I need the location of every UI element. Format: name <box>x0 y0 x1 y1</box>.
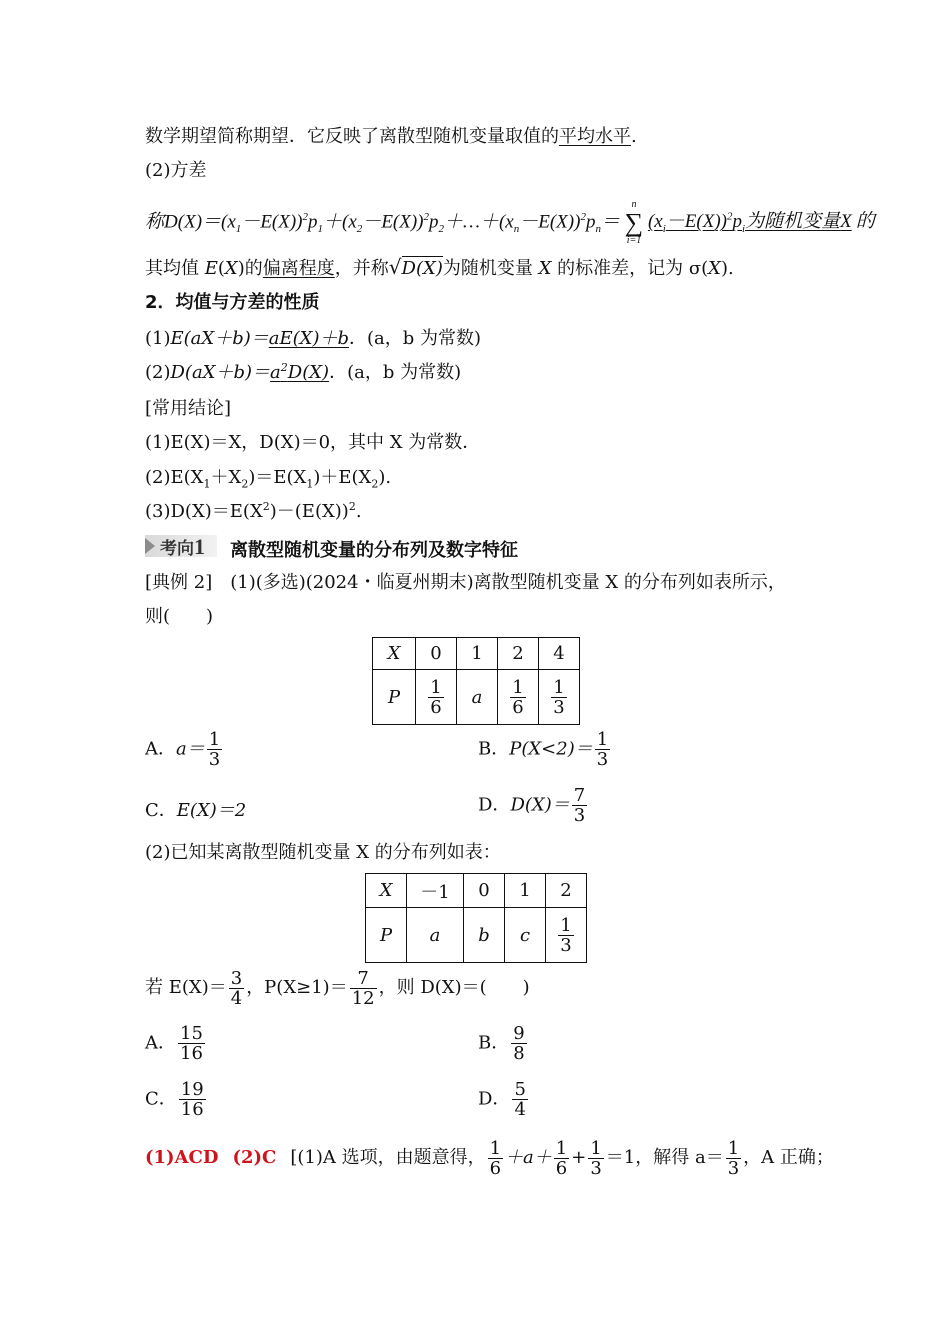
tag-text: 考向 <box>160 539 194 559</box>
pi: p <box>732 211 742 233</box>
numerator: 1 <box>596 729 609 750</box>
numerator: 1 <box>208 729 221 750</box>
option-a-2 <box>145 1024 207 1063</box>
numerator: 5 <box>514 1079 526 1100</box>
denominator: 3 <box>573 805 586 826</box>
sum-symbol: ∑ <box>624 208 644 237</box>
dx: D(X) <box>287 362 330 383</box>
sub: i <box>662 223 666 236</box>
text: 的标准差，记为 σ( <box>551 258 709 279</box>
x: X <box>224 258 238 279</box>
text: (2)E(X <box>145 467 204 488</box>
text: ＝1，解得 a＝ <box>605 1147 724 1168</box>
table-row <box>373 670 580 725</box>
xi: x <box>654 211 663 233</box>
e: E <box>381 211 393 233</box>
expr: E(X)＝2 <box>176 800 247 821</box>
numerator: 9 <box>513 1023 525 1044</box>
text: ，并称 <box>334 258 389 279</box>
numerator: 7 <box>573 785 586 806</box>
fraction <box>511 1024 526 1063</box>
text: ．(a，b 为常数) <box>329 362 462 383</box>
sub: 1 <box>203 477 211 491</box>
sub: 2 <box>438 223 445 236</box>
sub: 1 <box>235 223 242 236</box>
plus: ＋ <box>444 211 464 233</box>
text: 的 <box>855 211 875 233</box>
sup: 2 <box>423 211 430 224</box>
text: ＋X <box>210 467 242 488</box>
sub: i <box>742 223 746 236</box>
table-cell <box>546 908 587 963</box>
e: E <box>684 211 697 233</box>
sub: 1 <box>317 223 324 236</box>
fraction <box>588 1139 603 1178</box>
denominator: 16 <box>180 1099 204 1120</box>
fraction <box>512 1080 527 1119</box>
numerator: 7 <box>350 969 377 989</box>
option-a <box>145 730 224 769</box>
text: 称 <box>145 211 165 233</box>
fraction <box>207 730 222 769</box>
sub: 2 <box>371 477 379 491</box>
option-d-2 <box>478 1080 530 1119</box>
answer-line <box>145 1138 834 1178</box>
text: 若 E(X)＝ <box>145 977 227 998</box>
numerator: 3 <box>230 967 243 989</box>
denominator: 3 <box>727 1157 740 1179</box>
underlined-term: 平均水平 <box>559 126 631 147</box>
sum-term: $(x_i-E(X))^2p_i$为随机变量X <box>647 211 852 236</box>
x: X <box>538 258 552 279</box>
table-cell <box>539 670 580 725</box>
text: 数学期望简称期望．它反映了离散型随机变量取值的 <box>145 126 559 147</box>
text: )－(E(X)) <box>269 501 349 522</box>
text: (1) <box>145 328 171 349</box>
sum-top: n <box>631 199 637 210</box>
fraction <box>558 916 573 955</box>
fraction <box>428 678 443 717</box>
text: . <box>355 501 362 522</box>
text: ). <box>721 258 734 279</box>
text: ，则 D(X)＝( ) <box>378 977 530 998</box>
denominator: 3 <box>596 749 609 770</box>
var-x: X <box>399 211 411 233</box>
fraction <box>178 1024 205 1063</box>
table-cell: 2 <box>546 874 587 908</box>
option-c <box>145 796 246 822</box>
conclusion-2 <box>145 467 391 489</box>
fraction <box>551 678 566 717</box>
var-x: X <box>556 211 568 233</box>
x: X <box>422 258 436 279</box>
text: 为随机变量 <box>442 258 539 279</box>
sum-bot: i=1 <box>626 235 642 246</box>
option-label: D． <box>478 794 511 816</box>
underlined-term: aE(X)＋b <box>268 328 350 349</box>
subheading-variance: (2)方差 <box>145 160 207 181</box>
conclusion-1: (1)E(X)＝X，D(X)＝0，其中 X 为常数． <box>145 432 481 453</box>
variance-formula: 称$D(X)=(x_1-E(X))^2p_1+(x_2-E(X))^2p_2+\dots+(x_n-E(X))^2p_n=$ n ∑ i=1 $(x_i-E(X))^2p_i$为随机变量X 的 <box>145 199 875 246</box>
table-cell: a <box>457 670 498 725</box>
text: [(1)A 选项，由题意得， <box>290 1147 486 1168</box>
eq: ＝ <box>600 211 620 233</box>
text: (2) <box>145 362 171 383</box>
fraction <box>229 969 244 1008</box>
table-cell: 0 <box>464 874 505 908</box>
table-row <box>373 638 580 670</box>
text: . <box>631 126 637 147</box>
heading-properties: 2．均值与方差的性质 <box>145 292 320 313</box>
fraction <box>179 1080 206 1119</box>
minus: － <box>665 211 685 233</box>
sup: 2 <box>280 361 288 374</box>
eq: ＝ <box>202 211 222 233</box>
table-row <box>366 874 587 908</box>
text: 的 <box>244 258 263 279</box>
fraction <box>488 1139 503 1178</box>
sup: 2 <box>727 211 733 224</box>
option-b <box>478 730 612 769</box>
minus: － <box>519 211 539 233</box>
denominator: 6 <box>512 696 524 718</box>
var-d: D <box>164 211 178 233</box>
section-title: 离散型随机变量的分布列及数字特征 <box>230 540 518 561</box>
sum-sigma <box>620 200 648 246</box>
fraction <box>510 678 525 717</box>
question-2: (2)已知某离散型随机变量 X 的分布列如表： <box>145 842 501 863</box>
sup: 2 <box>262 500 270 513</box>
example-line-1: [典例 2] (1)(多选)(2024・临夏州期末)离散型随机变量 X 的分布列如表所示， <box>145 572 786 593</box>
property-1 <box>145 328 481 350</box>
option-b-2 <box>478 1024 529 1063</box>
numerator: 1 <box>590 1137 602 1159</box>
table-cell: 4 <box>539 638 580 670</box>
common-conclusions-label: [常用结论] <box>145 398 232 419</box>
e: E <box>538 211 550 233</box>
denominator: 8 <box>513 1043 525 1064</box>
fraction <box>595 730 610 769</box>
minus: － <box>362 211 382 233</box>
table-cell: c <box>505 908 546 963</box>
sup: 2 <box>348 500 356 513</box>
lhs: E(aX＋b)＝ <box>170 328 269 349</box>
denominator: 4 <box>514 1099 526 1120</box>
expr: D(X)＝ <box>510 794 570 816</box>
dots: … <box>463 211 480 233</box>
numerator: 1 <box>560 914 572 936</box>
table-cell: b <box>464 908 505 963</box>
x: X <box>708 258 721 279</box>
answer-2: (2)C <box>232 1147 277 1168</box>
text: (3)D(X)＝E(X <box>145 501 263 522</box>
table-cell: 0 <box>416 638 457 670</box>
text: + <box>571 1147 587 1168</box>
sub: n <box>595 223 601 236</box>
x2: x <box>348 211 357 233</box>
option-label: B． <box>478 1032 510 1054</box>
denominator: 6 <box>555 1157 568 1179</box>
xn: x <box>505 211 514 233</box>
denominator: 16 <box>180 1043 203 1064</box>
section-tag <box>160 534 205 560</box>
var: X <box>840 211 852 233</box>
option-label: A． <box>145 1032 176 1054</box>
option-label: A． <box>145 738 176 760</box>
text-line-deviation: 其均值 E(X)的偏离程度，并称√D(X)为随机变量 X 的标准差，记为 σ(X). <box>145 255 734 279</box>
fraction <box>726 1139 741 1178</box>
text: ，A 正确； <box>743 1147 834 1168</box>
denominator: 12 <box>351 987 375 1009</box>
table-cell: X <box>366 874 407 908</box>
underlined-term <box>270 362 329 383</box>
x1: x <box>227 211 236 233</box>
text: 其均值 <box>145 258 205 279</box>
sub: 1 <box>306 477 314 491</box>
table-cell: 2 <box>498 638 539 670</box>
underlined-term: 偏离程度 <box>262 258 335 279</box>
denominator: 3 <box>208 749 221 770</box>
tag-number: 1 <box>194 534 205 559</box>
table-cell: －1 <box>407 874 464 908</box>
sup: 2 <box>302 211 309 224</box>
var-x: X <box>702 211 715 233</box>
fraction <box>350 969 377 1008</box>
fraction <box>572 786 587 825</box>
var-x: X <box>184 211 196 233</box>
lhs: D(aX＋b)＝ <box>170 362 271 383</box>
table-cell <box>416 670 457 725</box>
option-d <box>478 786 589 825</box>
distribution-table-1 <box>372 637 580 725</box>
p: p <box>429 211 439 233</box>
numerator: 1 <box>555 1137 568 1159</box>
p: p <box>585 211 596 233</box>
answer-1: (1)ACD <box>145 1147 219 1168</box>
denominator: 4 <box>230 987 243 1009</box>
fraction <box>554 1139 569 1178</box>
numerator: 19 <box>180 1079 204 1100</box>
triangle-icon <box>145 538 155 554</box>
distribution-table-2 <box>365 873 587 963</box>
table-cell: X <box>373 638 416 670</box>
expr: a＝ <box>176 738 205 760</box>
text: )＋E(X <box>313 467 372 488</box>
text: ，P(X≥1)＝ <box>246 977 348 998</box>
sqrt-content: D(X) <box>401 258 443 279</box>
table-cell: 1 <box>457 638 498 670</box>
sub: 2 <box>356 223 363 236</box>
option-label: B． <box>478 738 510 760</box>
denominator: 3 <box>590 1157 602 1179</box>
option-c-2 <box>145 1080 208 1119</box>
e: E <box>204 258 218 279</box>
numerator: 1 <box>489 1137 502 1159</box>
example-line-2: 则( ) <box>145 606 214 627</box>
table-cell: a <box>407 908 464 963</box>
numerator: 1 <box>512 676 524 698</box>
sqrt: √ <box>388 255 402 279</box>
numerator: 1 <box>553 676 565 698</box>
property-2 <box>145 362 461 384</box>
table-cell <box>498 670 539 725</box>
a: a <box>270 362 281 383</box>
numerator: 15 <box>180 1023 203 1044</box>
numerator: 1 <box>727 1137 740 1159</box>
sup: 2 <box>580 211 586 224</box>
table-cell: P <box>373 670 416 725</box>
plus: ＋ <box>323 211 343 233</box>
denominator: 6 <box>430 696 442 718</box>
sub: n <box>513 223 520 236</box>
text: )＝E(X <box>248 467 307 488</box>
d: D <box>401 258 416 279</box>
option-label: C． <box>145 800 177 821</box>
numerator: 1 <box>430 676 442 698</box>
plus: ＋ <box>479 211 499 233</box>
text: ). <box>378 467 392 488</box>
p: p <box>308 211 318 233</box>
table-row <box>366 908 587 963</box>
option-label: C． <box>145 1088 177 1110</box>
sub: 2 <box>241 477 249 491</box>
minus: － <box>241 211 261 233</box>
text: 为随机变量 <box>745 211 841 233</box>
denominator: 6 <box>489 1157 502 1179</box>
denominator: 3 <box>553 696 565 718</box>
table-cell: P <box>366 908 407 963</box>
var-x: X <box>278 211 290 233</box>
e: E <box>260 211 272 233</box>
expr: P(X<2)＝ <box>509 738 593 760</box>
text: ＋a＋ <box>505 1147 552 1168</box>
denominator: 3 <box>560 934 572 956</box>
text-line-expectation <box>145 126 637 148</box>
table-cell: 1 <box>505 874 546 908</box>
option-label: D． <box>478 1088 511 1110</box>
condition-line <box>145 968 530 1008</box>
text: ．(a，b 为常数) <box>349 328 482 349</box>
conclusion-3 <box>145 501 362 523</box>
